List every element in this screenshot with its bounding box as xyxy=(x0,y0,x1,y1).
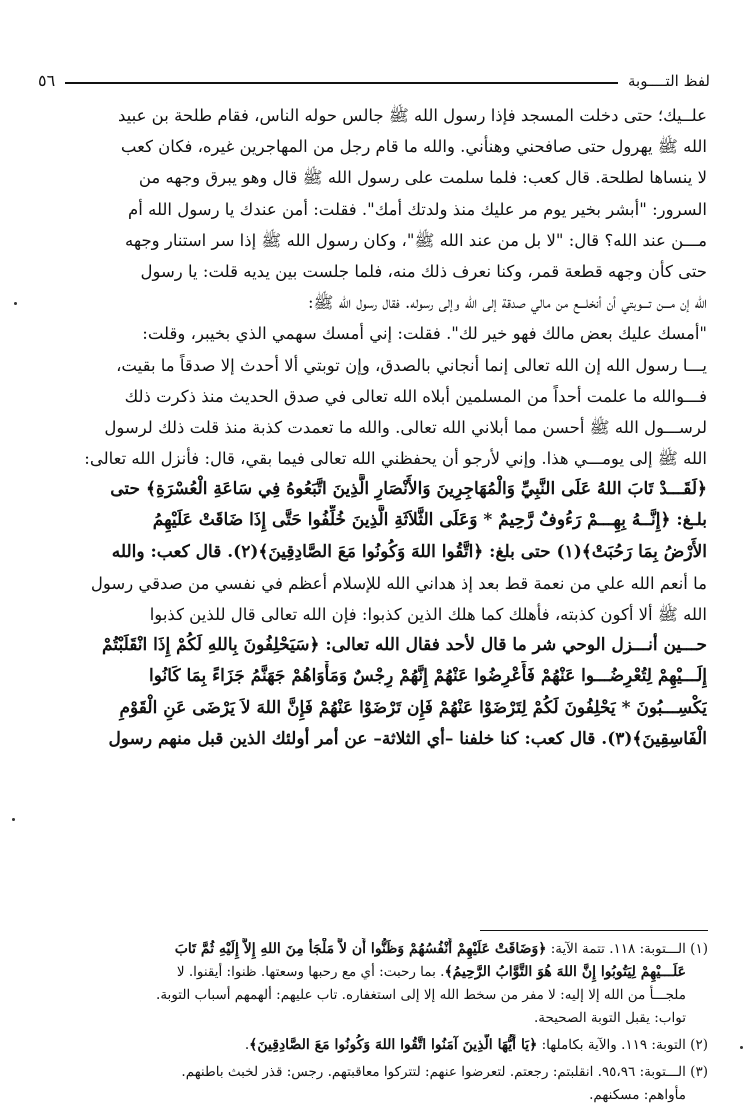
text-line: يـــا رسول الله إن الله تعالى إنما أنجاني بالصدق، وإن توبتي ألا أحدث إلا صدقاً ما بقيت، xyxy=(116,355,707,375)
text-line: الله ﷺ إلى يومـــي هذا. وإني لأرجو أن يحفظني الله تعالى فيما بقي، قال: فأنزل الله تعالى: xyxy=(84,449,707,469)
text-line: لرســـول الله ﷺ أحسن مما أبلاني الله تعالى. والله ما تعمدت كذبة منذ قلت ذلك لرسول xyxy=(104,417,707,437)
footnote-1-line: عَلَـــيْهِمْ لِيَتُوبُوا إِنَّ اللهَ هُوَ التَّوَّابُ الرَّحِيمُ﴾. بما رحبت: أي مع رحبها وسعتها. ظنوا: أيقنوا. لا xyxy=(176,964,686,980)
text-line: السرور: "أبشر بخير يوم مر عليك منذ ولدتك أمك". فقلت: أمن عندك يا رسول الله أم xyxy=(128,199,707,219)
footnote-3-line: (٣) الـــتوبة: ٩٥،٩٦. انقلبتم: رجعتم. لتعرضوا عنهم: لتتركوا معاقبتهم. رجس: قذر لخبث باطنهم. xyxy=(181,1064,708,1080)
quran-verse-line: يَكْسِـــبُونَ * يَحْلِفُونَ لَكُمْ لِتَرْضَوْا عَنْهُمْ فَإِن تَرْضَوْا عَنْهُمْ فَإِنَّ اللهَ لاَ يَرْضَى عَنِ الْقَوْمِ xyxy=(119,697,707,718)
text-line: فـــوالله ما علمت أحداً من المسلمين أبلاه الله تعالى في صدق الحديث منذ ذكرت ذلك xyxy=(124,386,707,406)
quran-verse-line: ﴿لَقَـــدْ تَابَ اللهُ عَلَى النَّبِيِّ وَالْمُهَاجِرِينَ وَالأَنْصَارِ الَّذِينَ اتَّبَعُوهُ فِي سَاعَةِ الْعُسْرَةِ﴾ حتى xyxy=(110,479,707,500)
footnote-1-line: (١) الـــتوبة: ١١٨. تتمة الآية: ﴿وَضَاقَتْ عَلَيْهِمْ أَنْفُسُهُمْ وَظَنُّوا أَن لاَّ مَلْجَأَ مِنَ اللهِ إِلاَّ إِلَيْهِ ثُمَّ تَابَ xyxy=(174,941,708,957)
text-line: علــيك؛ حتى دخلت المسجد فإذا رسول الله ﷺ جالس حوله الناس، فقام طلحة بن عبيد xyxy=(117,106,707,125)
text-line: "أمسك عليك بعض مالك فهو خير لك". فقلت: إني أمسك سهمي الذي بخيبر، وقلت: xyxy=(142,324,707,344)
chapter-title: لفظ التــــوبة xyxy=(628,72,710,90)
text-line: الله ﷺ ألا أكون كذبته، فأهلك كما هلك الذين كذبوا: فإن الله تعالى قال للذين كذبوا xyxy=(149,605,707,624)
quran-quote: ﴿يَا أَيُّهَا الَّذِينَ آمَنُوا اتَّقُوا اللهَ وَكُونُوا مَعَ الصَّادِقِينَ﴾ xyxy=(249,1037,538,1053)
footnote-3-line: مأواهم: مسكنهم. xyxy=(589,1087,686,1103)
scan-speck xyxy=(740,1046,743,1049)
quran-quote: عَلَـــيْهِمْ لِيَتُوبُوا إِنَّ اللهَ هُوَ التَّوَّابُ الرَّحِيمُ﴾ xyxy=(444,964,686,980)
running-header xyxy=(38,60,710,90)
header-rule xyxy=(65,82,618,84)
text-line: لا ينساها لطلحة. قال كعب: فلما سلمت على رسول الله ﷺ قال وهو يبرق وجهه من xyxy=(138,168,707,188)
text-line: حتى كأن وجهه قطعة قمر، وكنا نعرف ذلك منه، فلما جلست بين يديه قلت: يا رسول xyxy=(140,261,707,281)
footnote-1-line: تواب: يقبل التوبة الصحيحة. xyxy=(533,1010,686,1026)
quran-verse-line: حـــين أنـــزل الوحي شر ما قال لأحد فقال الله تعالى: ﴿سَيَحْلِفُونَ بِاللهِ لَكُمْ إِذَا انْقَلَبْتُمْ xyxy=(102,635,707,656)
scan-speck xyxy=(14,302,17,305)
text-line: الله إن مـــن تـــوبتي أن أنخلـــع من مالي صدقة إلى الله وإلى رسوله. فقال رسول الله ﷺ: xyxy=(308,293,707,313)
text-line: مـــن عند الله؟ قال: "لا بل من عند الله ﷺ"، وكان رسول الله ﷺ إذا سر استنار وجهه xyxy=(125,230,707,250)
main-text xyxy=(55,100,707,755)
text-line: الله ﷺ يهرول حتى صافحني وهنأني. والله ما قام رجل من المهاجرين غيره، فكان كعب xyxy=(120,137,707,157)
quran-quote: ﴿وَضَاقَتْ عَلَيْهِمْ أَنْفُسُهُمْ وَظَنُّوا أَن لاَّ مَلْجَأَ مِنَ اللهِ إِلاَّ إِلَيْهِ ثُمَّ تَابَ xyxy=(174,941,547,957)
text-line: ما أنعم الله علي من نعمة قط بعد إذ هداني الله للإسلام أعظم في نفسي من صدقي رسول xyxy=(90,573,707,593)
quran-verse-line: الْفَاسِقِينَ﴾(٣). قال كعب: كنا خلفنا –أي الثلاثة– عن أمر أولئك الذين قبل منهم رسول xyxy=(108,728,707,749)
quran-verse-line: بلـغ: ﴿إِنَّــهُ بِهِـــمْ رَءُوفٌ رَّحِيمٌ * وَعَلَى الثَّلاَثَةِ الَّذِينَ خُلِّفُوا حَتَّى إِذَا ضَاقَتْ عَلَيْهِمُ xyxy=(152,510,707,531)
quran-verse-line: الأَرْضُ بِمَا رَحُبَتْ﴾(١) حتى بلغ: ﴿اتَّقُوا اللهَ وَكُونُوا مَعَ الصَّادِقِينَ﴾(٢). قال كعب: والله xyxy=(111,541,707,562)
footnote-2-line: (٢) التوبة: ١١٩. والآية بكاملها: ﴿يَا أَيُّهَا الَّذِينَ آمَنُوا اتَّقُوا اللهَ وَكُونُوا مَعَ الصَّادِقِينَ﴾. xyxy=(244,1037,708,1053)
footnote-separator xyxy=(480,930,708,931)
quran-verse-line: إِلَـــيْهِمْ لِتُعْرِضُـــوا عَنْهُمْ فَأَعْرِضُوا عَنْهُمْ إِنَّهُمْ رِجْسٌ وَمَأْوَاهُمْ جَهَنَّمُ جَزَاءً بِمَا كَانُوا xyxy=(149,666,707,687)
page-number: ٥٦ xyxy=(38,71,56,90)
footnotes xyxy=(52,938,708,1107)
scan-speck xyxy=(12,818,15,821)
footnote-1-line: ملجـــأ من الله إلا إليه: لا مفر من سخط الله إلا إلى استغفاره. تاب عليهم: ألهمهم أسباب التوبة. xyxy=(156,987,686,1003)
